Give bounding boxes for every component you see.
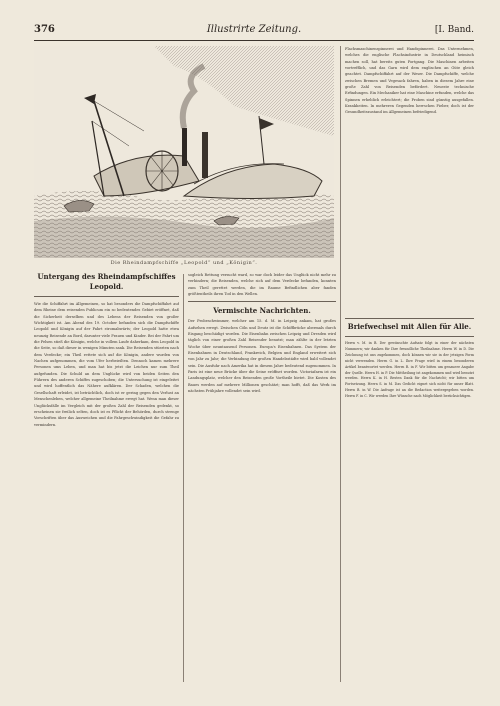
article-heading: Untergang des Rheindampfschiffes Leopold.	[37, 272, 176, 291]
engraving-illustration	[34, 46, 334, 258]
right-column-body: Flachsmaschinenspinnerei und Handspinnerei. Das Unternehmen, welches die englische Flachsindustrie in Deutschland heimisch machen soll, hat bereits guten Fortgang. Die Maschinen arbeiten vortrefflich, und das Garn wird dem englischen an Güte gleich geachtet. Dampfschiffahrt auf der Weser. Die Dampfschiffe, welche zwischen Bremen und Vegesack fahren, haben in diesem Jahre eine große Zahl von Reisenden befördert. Neueste technische Erfindungen. Ein Mechaniker hat eine Maschine erfunden, welche das Spinnen erheblich erleichtert; die Proben sind günstig ausgefallen. Krankheiten. In mehreren Gegenden herrschen Fieber, doch ist der Gesundheitszustand im Allgemeinen befriedigend.	[345, 47, 474, 115]
illustration-caption: Die Rheindampfschiffe „Leopold“ und „Königin“.	[110, 260, 258, 266]
letters-body: Herrn v. M. in B. Der gewünschte Aufsatz folgt in einer der nächsten Nummern; wir danken für Ihre freundliche Theilnahme. Herrn W. in D. Die Zeichnung ist uns zugekommen, doch können wir sie in der jetzigen Form nicht verwenden. Herrn G. in L. Ihre Frage wird in einem besonderen Artikel beantwortet werden. Herrn R. in F. Wir bitten um genauere Angabe der Quelle. Herrn H. in P. Die Mittheilung ist angekommen und wird benutzt werden. Herrn K. in H. Besten Dank für die Nachricht; wir bitten um Fortsetzung. Herrn S. in M. Das Gedicht eignet sich nicht für unser Blatt. Herrn B. in W. Die Anfrage ist an die Redaction weitergegeben worden. Herrn F. in C. Wir werden Ihre Wünsche nach Möglichkeit berücksichtigen.	[345, 341, 474, 399]
news-heading: Vermischte Nachrichten.	[213, 306, 311, 316]
volume-label: [I. Band.	[434, 25, 474, 35]
column-divider	[183, 274, 184, 682]
article-column	[34, 272, 179, 682]
news-column	[188, 272, 336, 682]
letters-heading: Briefwechsel mit Allen für Alle.	[347, 322, 472, 331]
newspaper-title: Illustrirte Zeitung.	[206, 24, 302, 35]
page-number: 376	[34, 24, 55, 35]
column-divider	[340, 46, 341, 682]
article-body: Wie die Schiffahrt im Allgemeinen, so hat besonders die Dampfschiffahrt auf dem Rheine dem reisenden Publicum ein so bedeutendes Gebiet eröffnet, daß die Sicherheit derselben und des Lebens der Reisenden von großer Wichtigkeit ist. Am Abend des 19. October befanden sich die Dampfschiffe Leopold und Königin auf der Fahrt stromabwärts; der Leopold hatte etwa neunzig Reisende an Bord, darunter viele Frauen und Kinder. Bei der Fahrt um die Felsen stieß die Königin, welche in vollem Laufe daherkam, dem Leopold in die Seite, so daß dieser in wenigen Minuten sank. Die Reisenden stürzten nach dem Verdecke; ein Theil rettete sich auf die Königin, andere wurden von Nachen aufgenommen, die vom Ufer herbeieilten. Dennoch kamen mehrere Personen ums Leben, und man hat bis jetzt die Leichen nur zum Theil aufgefunden. Die Schuld an dem Unglücke wird von beiden Seiten den Führern des anderen Schiffes zugeschoben; die Untersuchung ist eingeleitet und wird hoffentlich das Nähere aufklären. Der Schaden, welchen die Gesellschaft erleidet, ist beträchtlich, doch ist er gering gegen den Verlust an Menschenleben, welcher allgemeine Theilnahme erregt hat. Wenn man dieser Unglücksfälle im Vergleich mit der großen Zahl der Reisenden gedenkt, so erscheinen sie freilich selten, doch ist es Pflicht der Behörden, durch strenge Vorschriften über das Ausweichen und die Fahrgeschwindigkeit die Gefahr zu vermindern.	[34, 302, 179, 427]
section-rule	[345, 318, 474, 319]
page-sheet	[34, 22, 474, 684]
right-column	[345, 46, 474, 314]
page-header	[34, 22, 474, 41]
heading-rule	[34, 296, 179, 297]
letters-column	[345, 322, 474, 682]
section-rule	[188, 301, 336, 302]
news-body: Der Probeschwimmer, welcher am 15. d. M. in Leipzig ankam, hat großes Aufsehen erregt. Zwischen Cöln und Deutz ist die Schiffbrücke abermals durch Eisgang beschädigt worden. Die Eisenbahn zwischen Leipzig und Dresden wird täglich von einer großen Zahl Reisender benutzt; man zählte in der letzten Woche über neuntausend Personen. Europa's Eisenbahnen. Das System der Eisenbahnen in Deutschland, Frankreich, Belgien und England erweitert sich von Jahr zu Jahr; die Verbindung der großen Handelsstädte wird bald vollendet sein. Die Ausfuhr nach Amerika hat in diesem Jahre bedeutend zugenommen. In Paris ist eine neue Brücke über die Seine eröffnet worden. Victoriafarm ist ein Landungsplatz, welcher den Reisenden große Vortheile bietet. Die Kosten des Baues werden auf mehrere Millionen geschätzt; man hofft, daß das Werk im nächsten Frühjahre vollendet sein wird.	[188, 319, 336, 394]
steamship-collision-engraving	[34, 46, 334, 258]
continuation-text: sogleich Rettung versucht ward, so war doch leider das Unglück nicht mehr zu verhindern; die Reisenden, welche sich auf dem Verdecke befanden, konnten zum Theil gerettet werden, die im Raume Befindlichen aber fanden größtentheils ihren Tod in den Wellen.	[188, 273, 336, 297]
heading-rule	[345, 336, 474, 337]
